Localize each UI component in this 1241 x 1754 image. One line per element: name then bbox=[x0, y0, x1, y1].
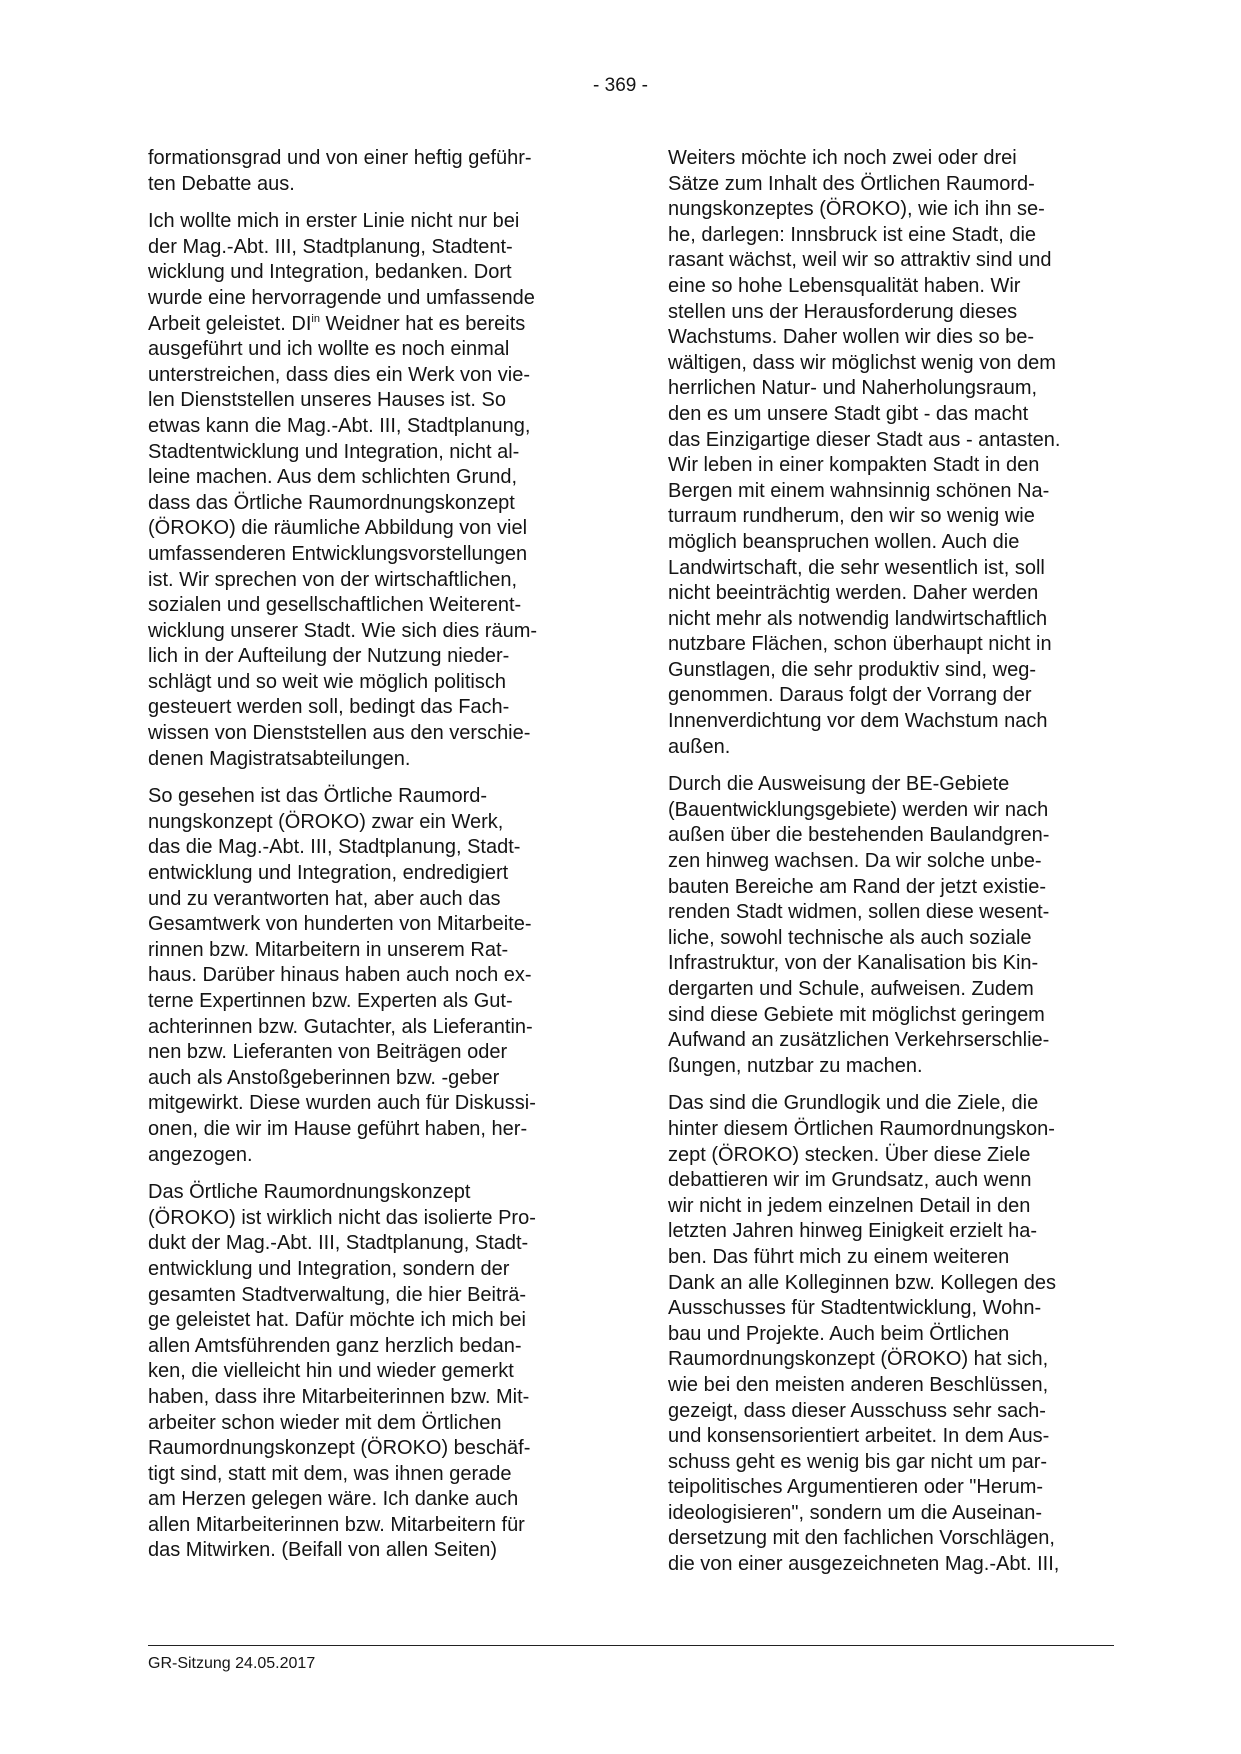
text-line: entwicklung und Integration, sondern der bbox=[148, 1257, 510, 1280]
text-line: Durch die Ausweisung der BE-Gebiete bbox=[668, 773, 1010, 796]
text-line: genommen. Daraus folgt der Vorrang der bbox=[668, 684, 1032, 707]
text-line: hinter diesem Örtlichen Raumordnungskon- bbox=[668, 1117, 1055, 1140]
paragraph bbox=[148, 1180, 597, 1564]
text-line: he, darlegen: Innsbruck ist eine Stadt, die bbox=[668, 223, 1037, 246]
text-line: ken, die vielleicht hin und wieder gemerkt bbox=[148, 1360, 514, 1383]
paragraph bbox=[668, 146, 1128, 760]
text-line: nungskonzept (ÖROKO) zwar ein Werk, bbox=[148, 810, 504, 833]
text-line: Wir leben in einer kompakten Stadt in den bbox=[668, 454, 1040, 477]
text-line: tigt sind, statt mit dem, was ihnen gerade bbox=[148, 1462, 512, 1485]
text-line: nicht beeinträchtig werden. Daher werden bbox=[668, 582, 1039, 605]
text-line: len Dienststellen unseres Hauses ist. So bbox=[148, 389, 506, 412]
text-line: am Herzen gelegen wäre. Ich danke auch bbox=[148, 1488, 519, 1511]
text-line: den es um unsere Stadt gibt - das macht bbox=[668, 402, 1029, 425]
left-text-column bbox=[148, 146, 597, 1576]
text-line: allen Amtsführenden ganz herzlich bedan- bbox=[148, 1334, 522, 1357]
text-line: Aufwand an zusätzlichen Verkehrserschlie- bbox=[668, 1029, 1050, 1052]
text-line: Weiters möchte ich noch zwei oder drei bbox=[668, 147, 1017, 169]
text-line: gesamten Stadtverwaltung, die hier Beiträ- bbox=[148, 1283, 526, 1306]
text-line: außen. bbox=[668, 735, 731, 758]
text-line: (Bauentwicklungsgebiete) werden wir nach bbox=[668, 798, 1049, 821]
text-line: Landwirtschaft, die sehr wesentlich ist, soll bbox=[668, 556, 1045, 579]
text-line: ten Debatte aus. bbox=[148, 172, 295, 195]
text-line: die von einer ausgezeichneten Mag.-Abt. III, bbox=[668, 1553, 1060, 1576]
text-line: der Mag.-Abt. III, Stadtplanung, Stadtent- bbox=[148, 235, 513, 258]
text-line: schuss geht es wenig bis gar nicht um par- bbox=[668, 1450, 1048, 1473]
text-line: schlägt und so weit wie möglich politisch bbox=[148, 670, 506, 693]
text-line: Das Örtliche Raumordnungskonzept bbox=[148, 1181, 471, 1204]
text-line: Raumordnungskonzept (ÖROKO) hat sich, bbox=[668, 1348, 1049, 1371]
text-line: unterstreichen, dass dies ein Werk von vie- bbox=[148, 363, 531, 386]
text-line: Innenverdichtung vor dem Wachstum nach bbox=[668, 710, 1048, 733]
text-line: sind diese Gebiete mit möglichst geringem bbox=[668, 1003, 1045, 1026]
text-line: herrlichen Natur- und Naherholungsraum, bbox=[668, 377, 1038, 400]
text-line: auch als Anstoßgeberinnen bzw. -geber bbox=[148, 1066, 500, 1089]
text-line: ideologisieren", sondern um die Auseinan- bbox=[668, 1501, 1043, 1524]
paragraph bbox=[148, 209, 597, 772]
text-line: Ausschusses für Stadtentwicklung, Wohn- bbox=[668, 1297, 1042, 1320]
footer-session-label: GR-Sitzung 24.05.2017 bbox=[148, 1655, 316, 1672]
text-line: wältigen, dass wir möglichst wenig von dem bbox=[668, 351, 1056, 374]
text-line: haus. Darüber hinaus haben auch noch ex- bbox=[148, 964, 532, 987]
footer-divider bbox=[148, 1645, 1114, 1646]
text-line: nungskonzeptes (ÖROKO), wie ich ihn se- bbox=[668, 198, 1045, 221]
text-line: wicklung und Integration, bedanken. Dort bbox=[148, 261, 512, 284]
text-line: liche, sowohl technische als auch soziale bbox=[668, 926, 1032, 949]
text-line: angezogen. bbox=[148, 1143, 253, 1166]
paragraph bbox=[148, 146, 597, 197]
text-line bbox=[148, 312, 597, 338]
text-line: terne Expertinnen bzw. Experten als Gut- bbox=[148, 990, 513, 1012]
text-line: dukt der Mag.-Abt. III, Stadtplanung, Stadt- bbox=[148, 1232, 529, 1255]
text-line: sozialen und gesellschaftlichen Weiterent- bbox=[148, 594, 522, 617]
text-line: Gunstlagen, die sehr produktiv sind, weg- bbox=[668, 658, 1036, 681]
paragraph bbox=[668, 772, 1128, 1079]
text-line: nutzbare Flächen, schon überhaupt nicht in bbox=[668, 633, 1052, 656]
text-line: wicklung unserer Stadt. Wie sich dies räum- bbox=[148, 619, 538, 642]
text-line: turraum rundherum, den wir so wenig wie bbox=[668, 505, 1035, 528]
text-line: Sätze zum Inhalt des Örtlichen Raumord- bbox=[668, 172, 1035, 195]
text-line: Stadtentwicklung und Integration, nicht al- bbox=[148, 440, 520, 463]
text-line: denen Magistratsabteilungen. bbox=[148, 747, 411, 770]
text-line: stellen uns der Herausforderung dieses bbox=[668, 300, 1018, 323]
text-line: leine machen. Aus dem schlichten Grund, bbox=[148, 466, 518, 489]
text-line: ist. Wir sprechen von der wirtschaftlichen, bbox=[148, 568, 518, 591]
text-line: mitgewirkt. Diese wurden auch für Diskussi- bbox=[148, 1092, 536, 1115]
text-line: formationsgrad und von einer heftig geführ- bbox=[148, 147, 532, 169]
text-line: entwicklung und Integration, endredigiert bbox=[148, 862, 509, 885]
text-line: lich in der Aufteilung der Nutzung nieder- bbox=[148, 645, 510, 668]
text-line: etwas kann die Mag.-Abt. III, Stadtplanung, bbox=[148, 414, 531, 437]
text-line: gesteuert werden soll, bedingt das Fach- bbox=[148, 696, 510, 719]
text-line: achterinnen bzw. Gutachter, als Lieferantin- bbox=[148, 1015, 533, 1038]
text-line: wissen von Dienststellen aus den verschie- bbox=[148, 722, 531, 745]
text-line: (ÖROKO) ist wirklich nicht das isolierte Pro- bbox=[148, 1206, 536, 1229]
text-line: bau und Projekte. Auch beim Örtlichen bbox=[668, 1322, 1010, 1345]
text-line: eine so hohe Lebensqualität haben. Wir bbox=[668, 274, 1021, 297]
paragraph bbox=[668, 1091, 1128, 1577]
text-line: umfassenderen Entwicklungsvorstellungen bbox=[148, 542, 528, 565]
text-line: onen, die wir im Hause geführt haben, her- bbox=[148, 1117, 528, 1140]
text-line: (ÖROKO) die räumliche Abbildung von viel bbox=[148, 517, 528, 540]
text-line: So gesehen ist das Örtliche Raumord- bbox=[148, 785, 488, 808]
text-line: wie bei den meisten anderen Beschlüssen, bbox=[668, 1373, 1049, 1396]
text-segment: Weidner hat es bereits bbox=[319, 312, 526, 335]
text-line: ge geleistet hat. Dafür möchte ich mich bei bbox=[148, 1309, 526, 1332]
text-line: Gesamtwerk von hunderten von Mitarbeite- bbox=[148, 913, 532, 936]
text-line: Wachstums. Daher wollen wir dies so be- bbox=[668, 326, 1035, 349]
page-number: - 369 - bbox=[593, 75, 648, 96]
text-line: wir nicht in jedem einzelnen Detail in den bbox=[668, 1194, 1031, 1217]
text-line: Das sind die Grundlogik und die Ziele, die bbox=[668, 1092, 1039, 1115]
text-line: ausgeführt und ich wollte es noch einmal bbox=[148, 338, 510, 361]
text-line: Ich wollte mich in erster Linie nicht nur bei bbox=[148, 210, 520, 233]
text-line: zen hinweg wachsen. Da wir solche unbe- bbox=[668, 850, 1042, 873]
text-line: rasant wächst, weil wir so attraktiv sind und bbox=[668, 249, 1052, 272]
text-line: dergarten und Schule, aufweisen. Zudem bbox=[668, 978, 1034, 1000]
text-line: arbeiter schon wieder mit dem Örtlichen bbox=[148, 1411, 502, 1434]
text-line: zept (ÖROKO) stecken. Über diese Ziele bbox=[668, 1143, 1031, 1166]
text-line: rinnen bzw. Mitarbeitern in unserem Rat- bbox=[148, 938, 509, 961]
text-line: Infrastruktur, von der Kanalisation bis Kin- bbox=[668, 952, 1039, 975]
text-line: allen Mitarbeiterinnen bzw. Mitarbeitern für bbox=[148, 1513, 525, 1536]
text-line: Raumordnungskonzept (ÖROKO) beschäf- bbox=[148, 1437, 531, 1460]
text-line: das Einzigartige dieser Stadt aus - antasten. bbox=[668, 428, 1061, 451]
text-line: renden Stadt widmen, sollen diese wesent- bbox=[668, 901, 1050, 924]
text-line: Bergen mit einem wahnsinnig schönen Na- bbox=[668, 479, 1050, 502]
text-line: das die Mag.-Abt. III, Stadtplanung, Stadt- bbox=[148, 836, 521, 859]
text-line: dass das Örtliche Raumordnungskonzept bbox=[148, 491, 515, 514]
text-segment: Arbeit geleistet. DI bbox=[148, 312, 312, 335]
text-line: nicht mehr als notwendig landwirtschaftlich bbox=[668, 607, 1048, 630]
text-line: ben. Das führt mich zu einem weiteren bbox=[668, 1245, 1010, 1268]
text-line: und konsensorientiert arbeitet. In dem Aus- bbox=[668, 1425, 1050, 1448]
text-line: dersetzung mit den fachlichen Vorschlägen, bbox=[668, 1527, 1055, 1550]
text-line: außen über die bestehenden Baulandgren- bbox=[668, 824, 1050, 847]
right-text-column bbox=[668, 146, 1128, 1590]
text-line: debattieren wir im Grundsatz, auch wenn bbox=[668, 1169, 1032, 1192]
text-line: und zu verantworten hat, aber auch das bbox=[148, 887, 501, 910]
text-line: das Mitwirken. (Beifall von allen Seiten) bbox=[148, 1539, 498, 1562]
text-line: letzten Jahren hinweg Einigkeit erzielt ha- bbox=[668, 1220, 1038, 1243]
text-line: Dank an alle Kolleginnen bzw. Kollegen des bbox=[668, 1271, 1057, 1294]
text-line: teipolitisches Argumentieren oder "Herum- bbox=[668, 1476, 1044, 1499]
text-line: möglich beanspruchen wollen. Auch die bbox=[668, 530, 1020, 553]
superscript-text: in bbox=[311, 312, 320, 325]
text-line: bauten Bereiche am Rand der jetzt existie- bbox=[668, 875, 1046, 898]
text-line: wurde eine hervorragende und umfassende bbox=[148, 286, 535, 309]
text-line: ßungen, nutzbar zu machen. bbox=[668, 1054, 923, 1077]
text-line: gezeigt, dass dieser Ausschuss sehr sach- bbox=[668, 1399, 1046, 1422]
paragraph bbox=[148, 784, 597, 1168]
text-line: nen bzw. Lieferanten von Beiträgen oder bbox=[148, 1041, 508, 1064]
text-line: haben, dass ihre Mitarbeiterinnen bzw. Mit- bbox=[148, 1385, 530, 1408]
